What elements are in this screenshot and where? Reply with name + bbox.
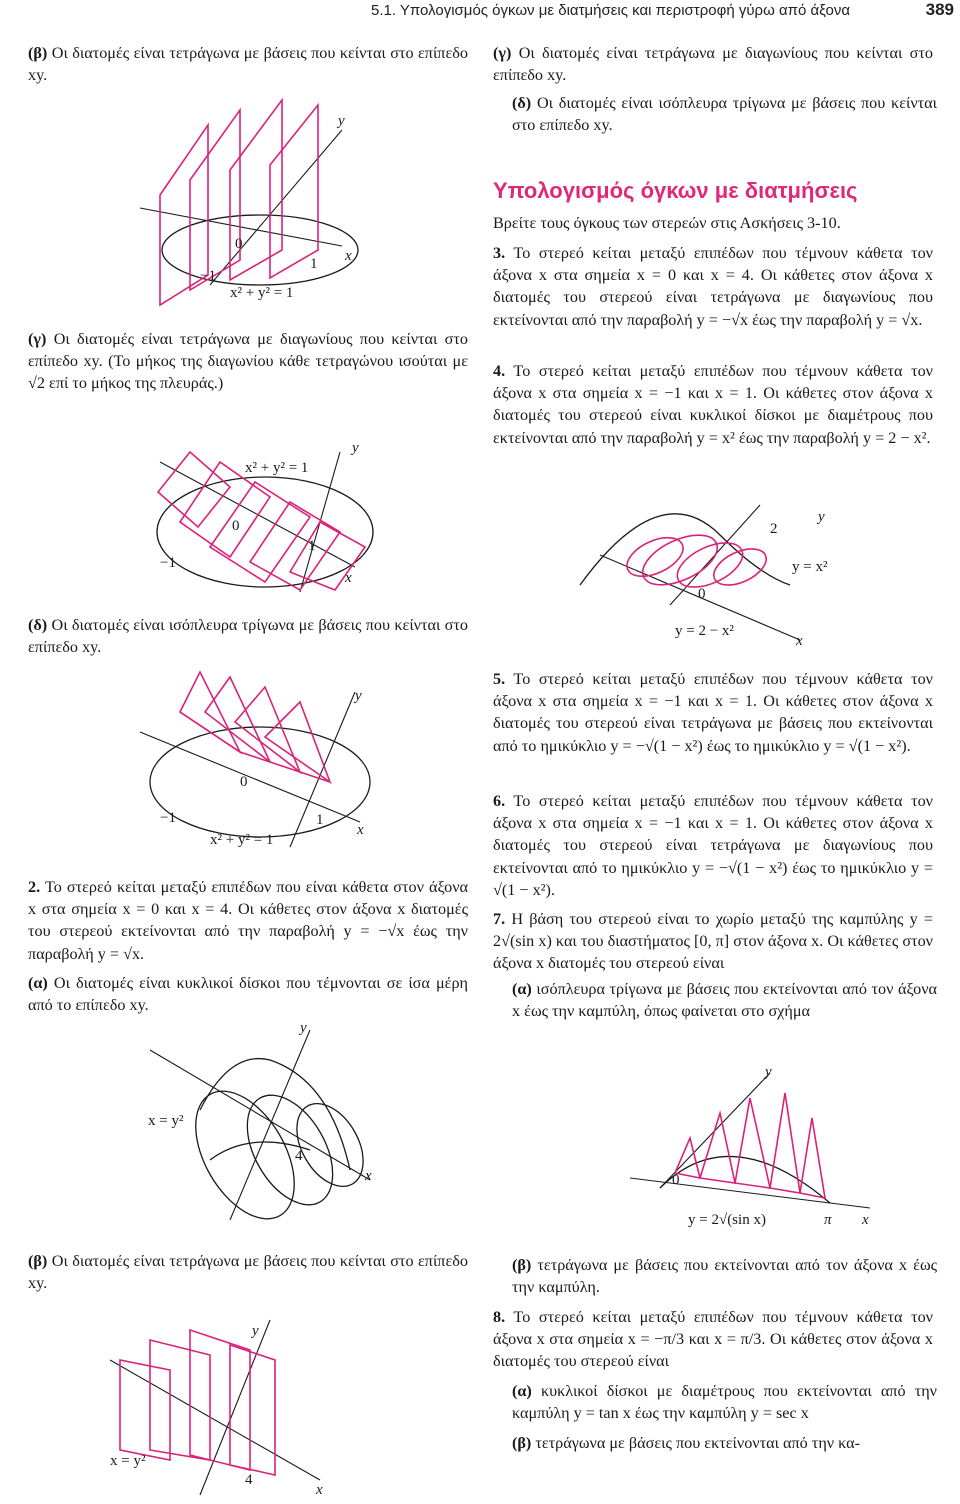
item-label: (γ) (28, 330, 47, 348)
intro-text: Βρείτε τους όγκους των στερεών στις Ασκήσεις 3-10. (493, 214, 841, 232)
page-header (0, 0, 960, 26)
figure-disks-between-parabolas (560, 495, 860, 650)
tick-minus-one: −1 (200, 268, 216, 284)
tick-minus-one: −1 (160, 810, 176, 826)
item-label: (β) (28, 1252, 48, 1270)
exercise-6-text (493, 790, 933, 901)
x-axis-label: x (345, 570, 352, 586)
item-label: 4. (493, 362, 506, 380)
circle-equation: x² + y² = 1 (245, 460, 309, 476)
exercise-8-text (493, 1306, 933, 1373)
lower-parabola-equation: y = 2 − x² (675, 623, 734, 639)
figure-squares-on-disk (120, 100, 400, 310)
circle-equation: x² + y² = 1 (230, 285, 294, 301)
circle-equation: x² + y² = 1 (210, 832, 274, 848)
exercise-7b-text (512, 1254, 937, 1298)
exercise-1d-continued (512, 92, 937, 136)
exercise-1c-text (28, 328, 468, 395)
item-label: (β) (512, 1434, 532, 1452)
x-axis-label: x (365, 1168, 372, 1184)
y-axis-label: y (252, 1323, 259, 1339)
item-label: (α) (28, 974, 48, 992)
item-label: 7. (493, 910, 506, 928)
item-text: Το στερεό κείται μεταξύ επιπέδων που τέμνουν κάθετα τον άξονα x στα σημεία x = −π/3 και x = π/3. Οι κάθετες στον άξονα x διατομές του στερεού είναι (493, 1308, 933, 1371)
parabola-equation: x = y² (148, 1113, 184, 1129)
exercise-3-text (493, 242, 933, 331)
exercise-2-text (28, 876, 468, 965)
item-text: Το στερεό κείται μεταξύ επιπέδων που είναι κάθετα στον άξονα x στα σημεία x = 0 και x = 4. Οι κάθετες στον άξονα x διατομές του στερεού εκτείνονται από την παραβολή y = −√x έως την παραβολή y = √x. (28, 878, 468, 963)
item-text: Οι διατομές είναι τετράγωνα με βάσεις που κείνται στο επίπεδο xy. (28, 1252, 468, 1293)
item-label: 8. (493, 1308, 506, 1326)
origin-label: 0 (698, 586, 706, 602)
item-text: Οι διατομές είναι τετράγωνα με διαγωνίους που κείνται στο επίπεδο xy. (493, 44, 934, 85)
tick-four: 4 (245, 1472, 253, 1488)
x-axis-label: x (345, 248, 352, 264)
item-text: Το στερεό κείται μεταξύ επιπέδων που τέμνουν κάθετα τον άξονα x στα σημεία x = −1 και x = 1. Οι κάθετες στον άξονα x διατομές του στερεού είναι τετράγωνα με διαγωνίους που εκτείνονται από το ημικύκλιο y = −√(1 − x²) έως το ημικύκλιο y = √(1 − x²). (493, 792, 933, 899)
exercise-1b-text (28, 42, 468, 86)
figure-disks-on-parabola (140, 1010, 400, 1230)
y-axis-label: y (300, 1020, 307, 1036)
item-label: 6. (493, 792, 506, 810)
parabola-equation: x = y² (110, 1453, 146, 1469)
item-text: Το στερεό κείται μεταξύ επιπέδων που τέμνουν κάθετα τον άξονα x στα σημεία x = 0 και x = 4. Οι κάθετες στον άξονα x διατομές του στερεού είναι τετράγωνα με διαγωνίους που εκτείνονται από την παραβολή y = −√x έως την παραβολή y = √x. (493, 244, 933, 329)
exercise-1d-text (28, 614, 468, 658)
item-text: Οι διατομές είναι τετράγωνα με βάσεις που κείνται στο επίπεδο xy. (28, 44, 468, 85)
tick-one: 1 (316, 812, 324, 828)
item-text: κυκλικοί δίσκοι με διαμέτρους που εκτείνονται από την καμπύλη y = tan x έως την καμπύλη y = sec x (512, 1382, 937, 1423)
section-heading: Υπολογισμός όγκων με διατμήσεις (493, 178, 858, 203)
item-text: ισόπλευρα τρίγωνα με βάσεις που εκτείνονται από τον άξονα x έως την καμπύλη, όπως φαίνεται στο σχήμα (512, 980, 938, 1021)
y-axis-label: y (818, 509, 825, 525)
exercise-5-text (493, 668, 933, 757)
item-text: Οι διατομές είναι ισόπλευρα τρίγωνα με βάσεις που κείνται στο επίπεδο xy. (512, 94, 938, 135)
x-axis-label: x (316, 1482, 323, 1498)
x-axis-label: x (796, 633, 803, 649)
sine-curve-equation: y = 2√(sin x) (688, 1212, 766, 1228)
item-label: 3. (493, 244, 506, 262)
origin-label: 0 (232, 518, 240, 534)
item-label: (γ) (493, 44, 512, 62)
figure-triangles-under-sine (600, 1058, 900, 1233)
item-text: τετράγωνα με βάσεις που εκτείνονται από τον άξονα x έως την καμπύλη. (512, 1256, 938, 1297)
item-text: Οι διατομές είναι τετράγωνα με διαγωνίους που κείνται στο επίπεδο xy. (Το μήκος της διαγωνίου κάθε τετραγώνου ισούται με √2 επί το μήκος της πλευράς.) (28, 330, 469, 393)
tick-minus-one: −1 (160, 555, 176, 571)
exercise-7a-text (512, 978, 937, 1022)
exercise-8b-text (512, 1432, 937, 1454)
exercise-2b-text (28, 1250, 468, 1294)
exercise-8a-text (512, 1380, 937, 1424)
item-text: Οι διατομές είναι ισόπλευρα τρίγωνα με βάσεις που κείνται στο επίπεδο xy. (28, 616, 469, 657)
item-label: 2. (28, 878, 41, 896)
exercise-1c-continued (493, 42, 933, 86)
exercises-intro (493, 212, 933, 234)
tick-one: 1 (310, 256, 318, 272)
item-label: (α) (512, 1382, 532, 1400)
upper-parabola-equation: y = x² (792, 559, 828, 575)
item-label: (β) (512, 1256, 532, 1274)
figure-squares-on-parabola (90, 1300, 380, 1500)
item-text: Το στερεό κείται μεταξύ επιπέδων που τέμνουν κάθετα τον άξονα x στα σημεία x = −1 και x = 1. Οι κάθετες στον άξονα x διατομές του στερεού είναι τετράγωνα με βάσεις που εκτείνονται από το ημικύκλιο y = −√(1 − x²) έως το ημικύκλιο y = √(1 − x²). (493, 670, 933, 755)
tick-one: 1 (308, 538, 316, 554)
y-axis-label: y (765, 1064, 772, 1080)
exercise-7-text (493, 908, 933, 975)
item-text: Το στερεό κείται μεταξύ επιπέδων που τέμνουν κάθετα τον άξονα x στα σημεία x = −1 και x = 1. Οι κάθετες στον άξονα x διατομές του στερεού είναι κυκλικοί δίσκοι με διαμέτρους που εκτείνονται από την παραβολή y = x² έως την παραβολή y = 2 − x². (493, 362, 933, 447)
tick-two: 2 (770, 521, 778, 537)
tick-four: 4 (295, 1148, 303, 1164)
x-axis-label: x (862, 1212, 869, 1228)
x-axis-label: x (357, 822, 364, 838)
figure-triangles-on-disk (140, 672, 390, 852)
item-text: Η βάση του στερεού είναι το χωρίο μεταξύ της καμπύλης y = 2√(sin x) και του διαστήματος [0, π] στον άξονα x. Οι κάθετες στον άξονα x διατομές του στερεού είναι (493, 910, 934, 973)
item-label: 5. (493, 670, 506, 688)
item-label: (α) (512, 980, 532, 998)
item-label: (δ) (512, 94, 532, 112)
figure-diagonal-squares-on-disk (140, 432, 390, 597)
y-axis-label: y (355, 688, 362, 704)
page-number: 389 (925, 0, 954, 19)
item-label: (β) (28, 44, 48, 62)
running-title: 5.1. Υπολογισμός όγκων με διατμήσεις και περιστροφή γύρω από άξονα (370, 2, 850, 19)
origin-label: 0 (240, 774, 248, 790)
item-text: Οι διατομές είναι κυκλικοί δίσκοι που τέμνονται σε ίσα μέρη από το επίπεδο xy. (28, 974, 468, 1015)
pi-label: π (824, 1212, 832, 1228)
item-text: τετράγωνα με βάσεις που εκτείνονται από την κα- (535, 1434, 861, 1452)
y-axis-label: y (352, 440, 359, 456)
origin-label: 0 (235, 236, 243, 252)
item-label: (δ) (28, 616, 48, 634)
origin-label: 0 (672, 1172, 680, 1188)
exercise-4-text (493, 360, 933, 449)
y-axis-label: y (338, 113, 345, 129)
